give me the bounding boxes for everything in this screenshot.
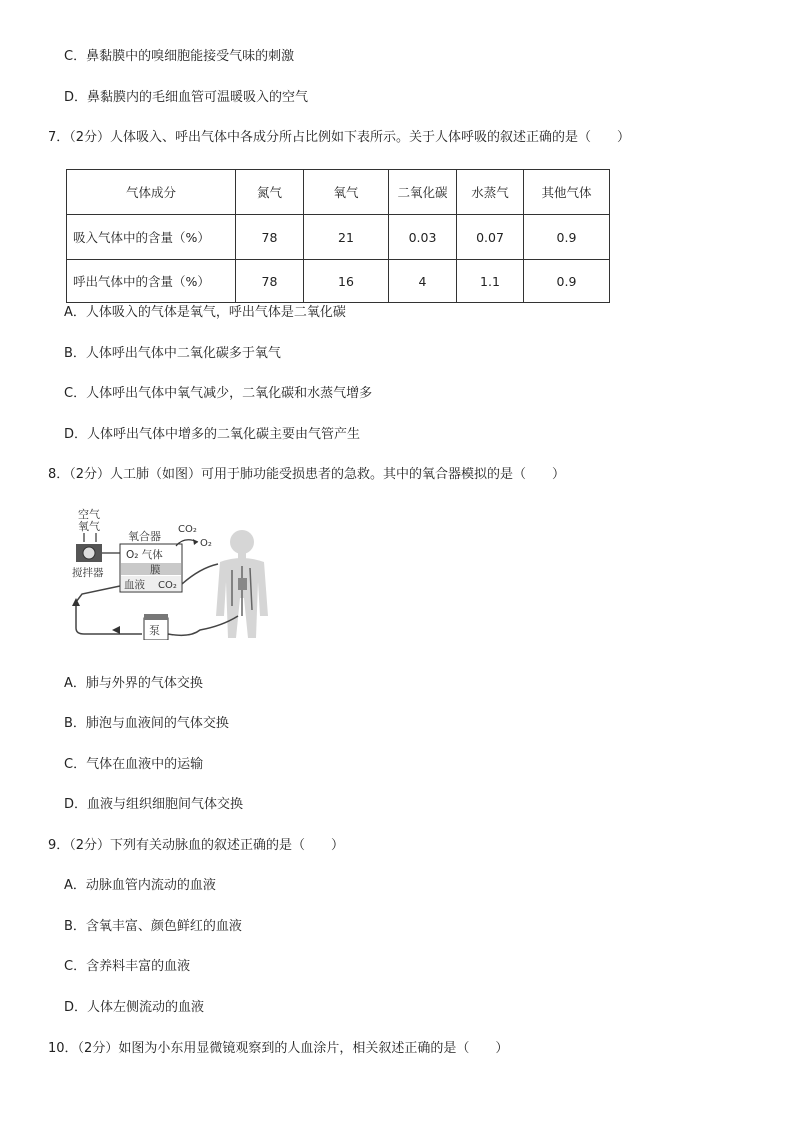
q7-option-b: B．人体呼出气体中二氧化碳多于氧气 [64, 346, 281, 361]
table-cell: 0.07 [457, 215, 524, 260]
table-cell: 吸入气体中的含量（%） [67, 215, 236, 260]
q6-option-d: D．鼻黏膜内的毛细血管可温暖吸入的空气 [64, 90, 309, 105]
table-header-cell: 其他气体 [524, 170, 610, 215]
q8-option-a: A．肺与外界的气体交换 [64, 676, 203, 691]
table-header-cell: 水蒸气 [457, 170, 524, 215]
gas-composition-table [66, 169, 610, 303]
o2-gas-label: O₂ 气体 [126, 549, 163, 561]
table-cell: 78 [236, 260, 304, 303]
q9-option-c: C．含养料丰富的血液 [64, 959, 191, 974]
blood-label: 血液 [124, 579, 145, 591]
q8-option-c: C．气体在血液中的运输 [64, 757, 204, 772]
table-cell: 1.1 [457, 260, 524, 303]
air-label: 空气 [78, 508, 100, 521]
table-row [67, 215, 610, 260]
co2-bottom-label: CO₂ [158, 580, 177, 591]
table-cell: 呼出气体中的含量（%） [67, 260, 236, 303]
table-header-cell: 氮气 [236, 170, 304, 215]
table-cell: 78 [236, 215, 304, 260]
table-row [67, 260, 610, 303]
co2-top-label: CO₂ [178, 524, 197, 535]
table-cell: 16 [304, 260, 389, 303]
q6-option-c: C．鼻黏膜中的嗅细胞能接受气味的刺激 [64, 49, 295, 64]
stirrer-label: 搅拌器 [72, 567, 104, 579]
table-cell: 4 [389, 260, 457, 303]
q9-option-b: B．含氧丰富、颜色鲜红的血液 [64, 919, 242, 934]
q9-stem: 9．（2分）下列有关动脉血的叙述正确的是（ ） [48, 838, 345, 853]
q9-option-a: A．动脉血管内流动的血液 [64, 878, 216, 893]
q8-stem: 8．（2分）人工肺（如图）可用于肺功能受损患者的急救。其中的氧合器模拟的是（ ） [48, 467, 566, 482]
table-cell: 0.03 [389, 215, 457, 260]
table-cell: 0.9 [524, 215, 610, 260]
oxygen-label: 氧气 [78, 520, 100, 533]
artificial-lung-figure [72, 506, 272, 640]
table-cell: 0.9 [524, 260, 610, 303]
q7-option-c: C．人体呼出气体中氧气减少，二氧化碳和水蒸气增多 [64, 386, 373, 401]
q7-stem: 7．（2分）人体吸入、呼出气体中各成分所占比例如下表所示。关于人体呼吸的叙述正确的是（ ） [48, 130, 631, 145]
q8-option-b: B．肺泡与血液间的气体交换 [64, 716, 229, 731]
pump-label: 泵 [149, 624, 160, 637]
oxygenator-label: 氧合器 [128, 530, 161, 543]
q9-option-d: D．人体左侧流动的血液 [64, 1000, 205, 1015]
heart [238, 578, 247, 590]
o2-out-label: O₂ [200, 538, 212, 549]
membrane-label: 膜 [150, 564, 161, 576]
table-header-cell: 氧气 [304, 170, 389, 215]
table-cell: 21 [304, 215, 389, 260]
q7-option-a: A．人体吸入的气体是氧气，呼出气体是二氧化碳 [64, 305, 346, 320]
q7-option-d: D．人体呼出气体中增多的二氧化碳主要由气管产生 [64, 427, 361, 442]
q10-stem: 10．（2分）如图为小东用显微镜观察到的人血涂片，相关叙述正确的是（ ） [48, 1041, 509, 1056]
table-header-row [67, 170, 610, 215]
table-header-cell: 二氧化碳 [389, 170, 457, 215]
q8-option-d: D．血液与组织细胞间气体交换 [64, 797, 244, 812]
table-header-cell: 气体成分 [67, 170, 236, 215]
